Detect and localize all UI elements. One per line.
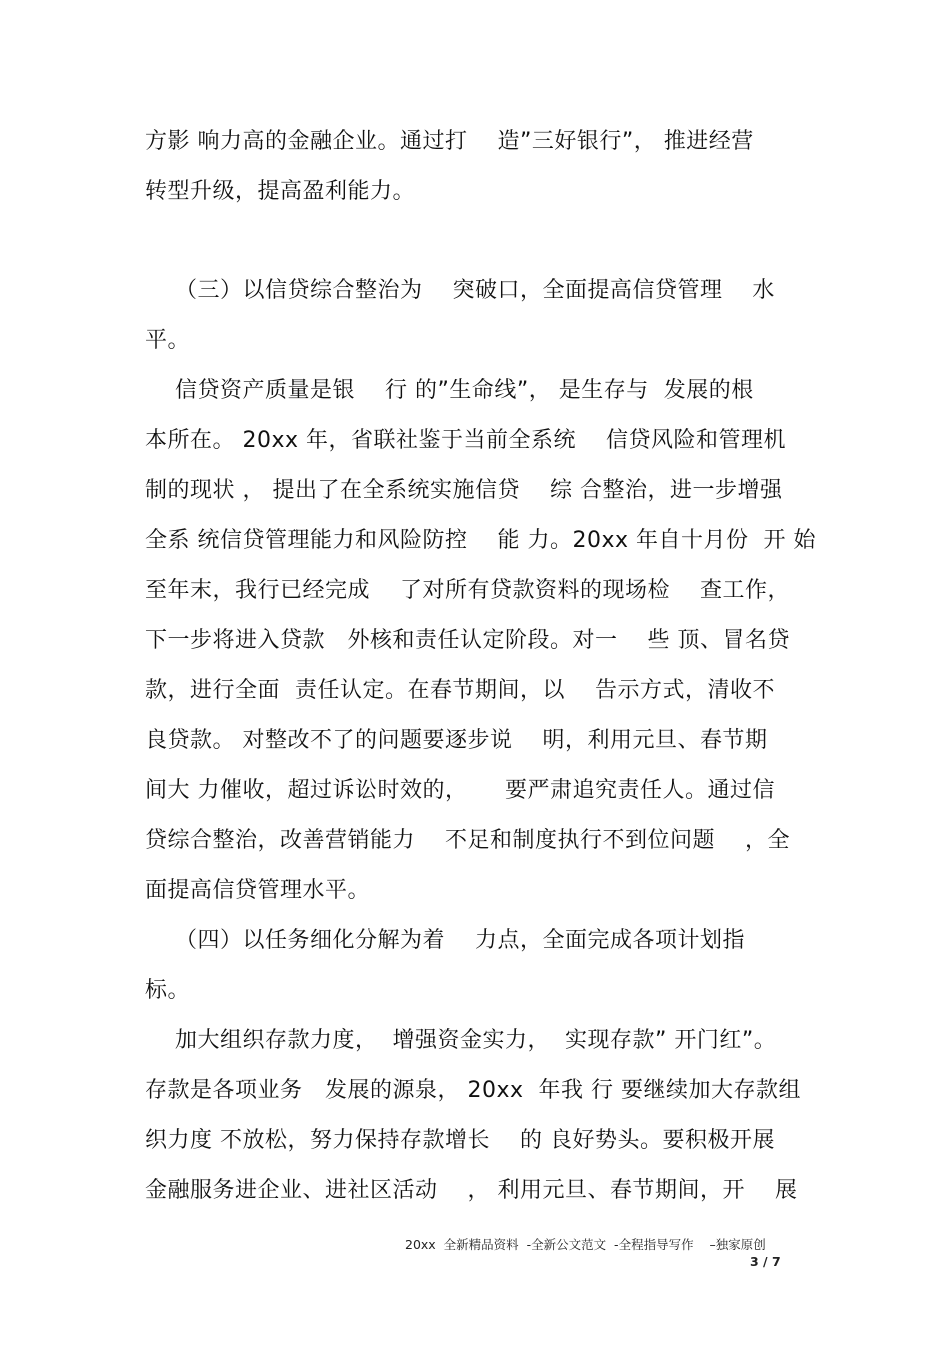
page-footer: 20xx 全新精品资料 -全新公文范文 -全程指导写作 –独家原创 [405,1237,766,1252]
body-line: 标。 [145,978,191,1003]
body-line: 织力度 不放松，努力保持存款增长 的 良好势头。要积极开展 [145,1128,775,1153]
body-line: 至年末，我行已经完成 了对所有贷款资料的现场检 查工作， [145,578,790,603]
body-line: 存款是各项业务 发展的源泉， 20xx 年我 行 要继续加大存款组 [145,1078,801,1103]
body-line: 款，进行全面 责任认定。在春节期间，以 告示方式，清收不 [145,678,775,703]
section-heading: （四）以任务细化分解为着 力点，全面完成各项计划指 [145,928,745,953]
body-line: 良贷款。 对整改不了的问题要逐步说 明，利用元旦、春节期 [145,728,768,753]
body-line: 加大组织存款力度， 增强资金实力， 实现存款” 开门红”。 [145,1028,777,1053]
body-line: 下一步将进入贷款 外核和责任认定阶段。对一 些 顶、冒名贷 [145,628,790,653]
body-line: 转型升级，提高盈利能力。 [145,179,416,204]
body-line: 面提高信贷管理水平。 [145,878,371,903]
body-line: 本所在。 20xx 年，省联社鉴于当前全系统 信贷风险和管理机 [145,428,786,453]
body-line: 全系 统信贷管理能力和风险防控 能 力。20xx 年自十月份 开 始 [145,528,816,553]
section-heading: （三）以信贷综合整治为 突破口，全面提高信贷管理 水 [145,278,775,303]
body-line: 制的现状 ， 提出了在全系统实施信贷 综 合整治，进一步增强 [145,478,783,503]
body-line: 贷综合整治，改善营销能力 不足和制度执行不到位问题 ，全 [145,828,790,853]
page-number: 3 / 7 [750,1254,781,1269]
body-line: 方影 响力高的金融企业。通过打 造”三好银行”， 推进经营 [145,129,754,154]
body-line: 信贷资产质量是银 行 的”生命线”， 是生存与 发展的根 [145,378,754,403]
body-line: 间大 力催收，超过诉讼时效的， 要严肃追究责任人。通过信 [145,778,775,803]
body-line: 平。 [145,328,191,353]
body-line: 金融服务进企业、进社区活动 ， 利用元旦、春节期间，开 展 [145,1178,798,1203]
